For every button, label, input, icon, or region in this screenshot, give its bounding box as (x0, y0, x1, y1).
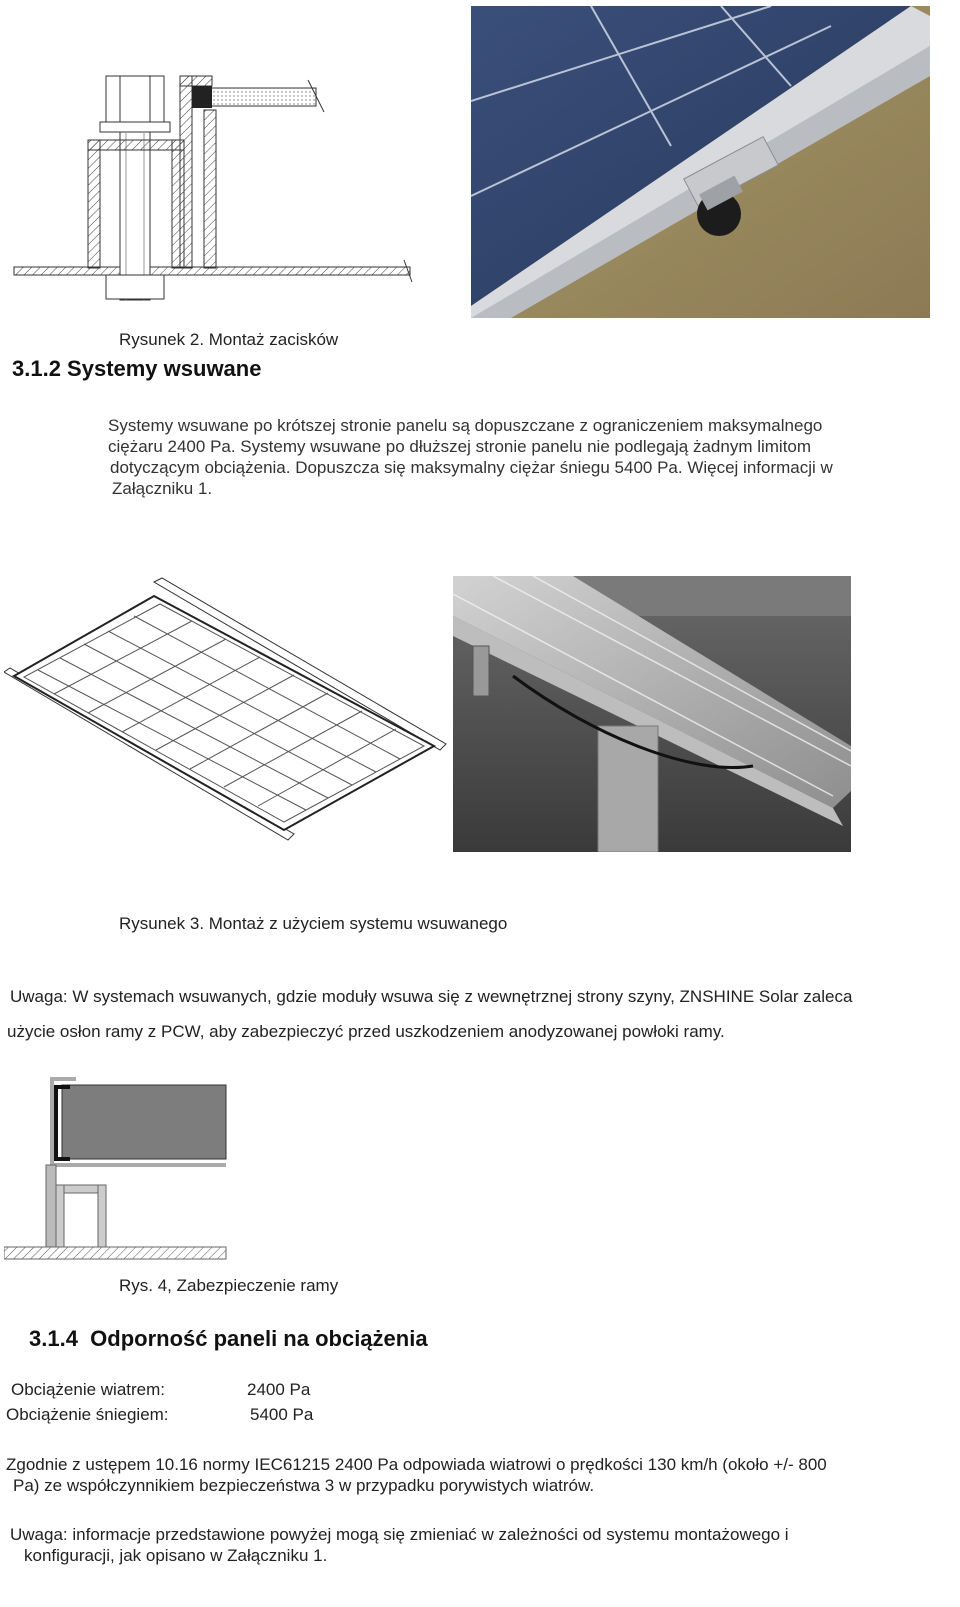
note2-line: konfiguracji, jak opisano w Załączniku 1. (24, 1546, 328, 1565)
solar-panel-clamp-photo (471, 6, 930, 318)
section-312-heading: 3.1.2 Systemy wsuwane (12, 356, 262, 381)
note1-line: użycie osłon ramy z PCW, aby zabezpieczyć przed uszkodzeniem anodyzowanej powłoki ramy. (7, 1022, 725, 1041)
load-label-snow: Obciążenie śniegiem: (6, 1405, 169, 1424)
figure4-caption: Rys. 4, Zabezpieczenie ramy (119, 1276, 339, 1295)
section-314-paragraph-line: Zgodnie z ustępem 10.16 normy IEC61215 2400 Pa odpowiada wiatrowi o prędkości 130 km/h (około +/- 800 (6, 1455, 827, 1474)
note2-line: Uwaga: informacje przedstawione powyżej mogą się zmieniać w zależności od systemu montażowego i (10, 1525, 789, 1544)
paragraph-line: Załączniku 1. (112, 479, 213, 498)
slide-in-rail-photo (453, 576, 851, 852)
frame-protection-drawing (4, 1073, 228, 1269)
paragraph-line: Systemy wsuwane po krótszej stronie panelu są dopuszczane z ograniczeniem maksymalnego (108, 416, 823, 435)
panel-with-rails-drawing (4, 576, 448, 846)
section-314-heading: 3.1.4 Odporność paneli na obciążenia (29, 1326, 428, 1351)
clamp-cross-section-drawing (8, 70, 420, 306)
figure2-caption: Rysunek 2. Montaż zacisków (119, 330, 339, 349)
section-314-paragraph-line: Pa) ze współczynnikiem bezpieczeństwa 3 w przypadku porywistych wiatrów. (13, 1476, 595, 1495)
note1-line: Uwaga: W systemach wsuwanych, gdzie moduły wsuwa się z wewnętrznej strony szyny, ZNSHINE Solar zaleca (10, 987, 853, 1006)
load-label-wind: Obciążenie wiatrem: (11, 1380, 166, 1399)
load-value-wind: 2400 Pa (247, 1380, 311, 1399)
paragraph-line: dotyczącym obciążenia. Dopuszcza się maksymalny ciężar śniegu 5400 Pa. Więcej informacji w (110, 458, 833, 477)
paragraph-line: ciężaru 2400 Pa. Systemy wsuwane po dłuższej stronie panelu nie podlegają żadnym limitom (108, 437, 812, 456)
figure3-caption: Rysunek 3. Montaż z użyciem systemu wsuwanego (119, 914, 508, 933)
section-312-paragraph (108, 415, 833, 499)
load-value-snow: 5400 Pa (250, 1405, 314, 1424)
